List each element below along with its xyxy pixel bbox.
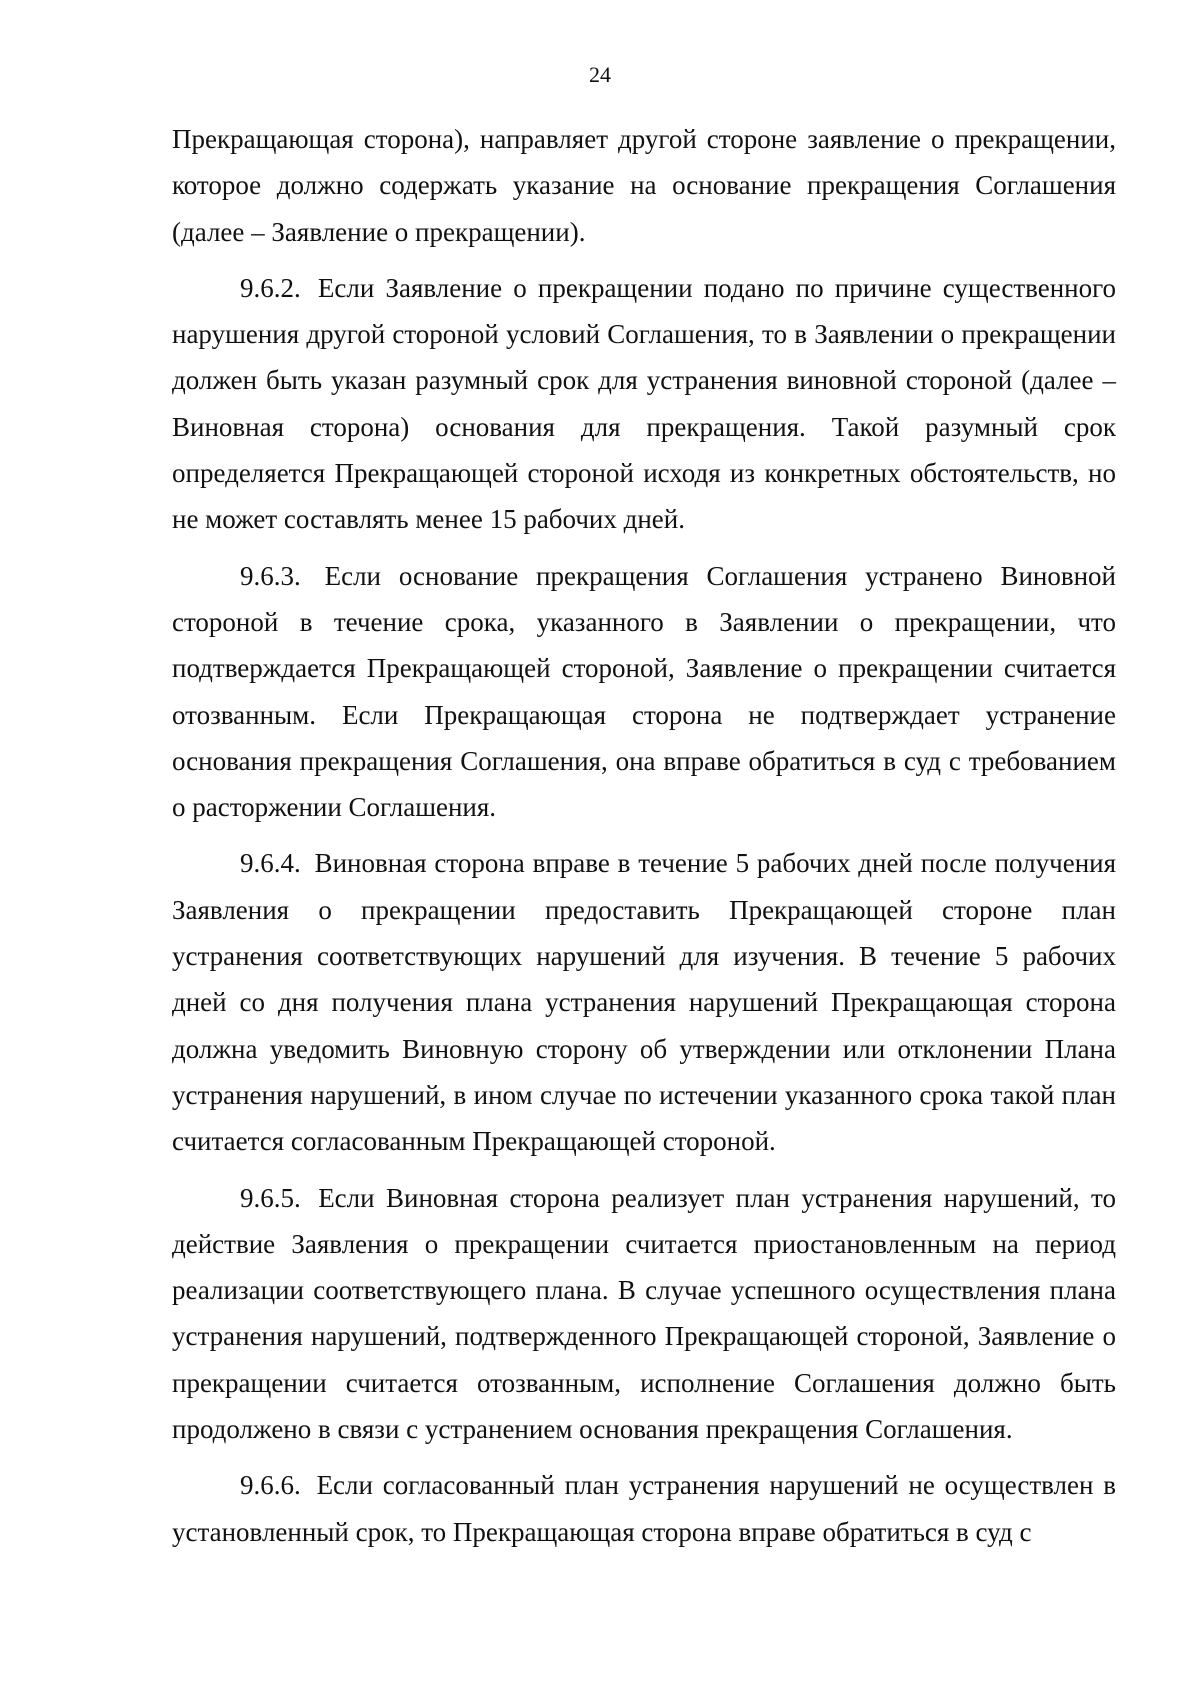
document-body [172,116,1116,1555]
paragraph-text: Прекращающая сторона), направляет другой стороне заявление о прекращении, которое должно содержать указание на основание прекращения Соглашения (далее – Заявление о прекращении). [172,124,1116,247]
clause-number: 9.6.5. [240,1182,301,1213]
paragraph-text: Если основание прекращения Соглашения устранено Виновной стороной в течение срока, указанного в Заявлении о прекращении, что подтверждается Прекращающей стороной, Заявление о прекращении считается отозванным. Если Прекращающая сторона не подтверждает устранение основания прекращения Соглашения, она вправе обратиться в суд с требованием о расторжении Соглашения. [172,560,1116,823]
paragraph-text: Если Заявление о прекращении подано по причине существенного нарушения другой стороной условий Соглашения, то в Заявлении о прекращении должен быть указан разумный срок для устранения виновной стороной (далее – Виновная сторона) основания для прекращения. Такой разумный срок определяется Прекращающей стороной исходя из конкретных обстоятельств, но не может составлять менее 15 рабочих дней. [172,272,1117,535]
page-number: 24 [589,62,611,87]
paragraph-9-6-6 [172,1462,1116,1555]
paragraph-continuation [172,116,1116,255]
paragraph-text: Виновная сторона вправе в течение 5 рабочих дней после получения Заявления о прекращении предоставить Прекращающей стороне план устранения соответствующих нарушений для изучения. В течение 5 рабочих дней со дня получения плана устранения нарушений Прекращающая сторона должна уведомить Виновную сторону об утверждении или отклонении Плана устранения нарушений, в ином случае по истечении указанного срока такой план считается согласованным Прекращающей стороной. [172,848,1117,1157]
paragraph-9-6-5 [172,1175,1116,1453]
clause-number: 9.6.2. [240,272,301,303]
paragraph-text: Если согласованный план устранения нарушений не осуществлен в установленный срок, то Прекращающая сторона вправе обратиться в суд с [172,1470,1117,1547]
clause-number: 9.6.6. [240,1470,301,1501]
paragraph-9-6-2 [172,265,1116,543]
paragraph-text: Если Виновная сторона реализует план устранения нарушений, то действие Заявления о прекращении считается приостановленным на период реализации соответствующего плана. В случае успешного осуществления плана устранения нарушений, подтвержденного Прекращающей стороной, Заявление о прекращении считается отозванным, исполнение Соглашения должно быть продолжено в связи с устранением основания прекращения Соглашения. [172,1182,1117,1445]
paragraph-9-6-3 [172,553,1116,831]
paragraph-9-6-4 [172,840,1116,1164]
clause-number: 9.6.4. [240,848,301,879]
clause-number: 9.6.3. [240,560,301,591]
